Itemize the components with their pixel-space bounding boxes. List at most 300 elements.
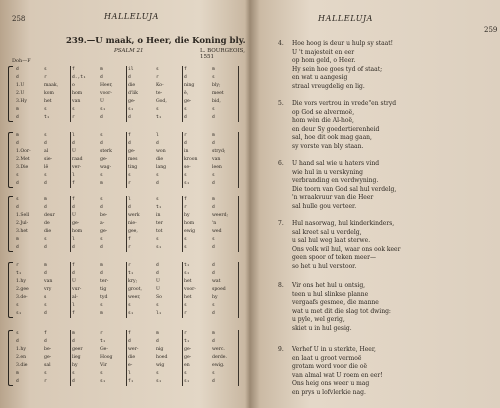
system-brace bbox=[8, 66, 13, 122]
solfa-note: t₁ bbox=[156, 115, 162, 120]
lyric-syllable: van bbox=[44, 279, 53, 284]
lyric-syllable: meet bbox=[212, 91, 224, 96]
solfa-note: d bbox=[156, 181, 159, 186]
stanza-line: Hul nasorwag, hul kinderkinders, bbox=[292, 220, 395, 227]
solfa-row bbox=[14, 330, 240, 338]
solfa-note: d bbox=[44, 141, 47, 146]
lyric-syllable: U bbox=[100, 99, 104, 104]
solfa-note: t₁ bbox=[184, 263, 190, 268]
solfa-note: r bbox=[184, 331, 187, 336]
system-brace bbox=[8, 132, 13, 188]
solfa-note: d bbox=[212, 181, 215, 186]
solfa-note: s bbox=[156, 67, 159, 72]
solfa-note: d bbox=[44, 181, 47, 186]
lyric-syllable: 2.Met bbox=[16, 157, 30, 162]
solfa-note: r bbox=[72, 115, 75, 120]
solfa-note: f bbox=[184, 67, 187, 72]
stanza-line: u sal hul weg laat sterwe. bbox=[292, 237, 371, 245]
solfa-note: l bbox=[72, 173, 75, 178]
solfa-note: m bbox=[16, 107, 19, 112]
lyric-syllable: ge- bbox=[44, 355, 52, 360]
solfa-row bbox=[14, 140, 240, 148]
stanza-number: 6. bbox=[278, 160, 284, 167]
lyric-syllable: 2.gee bbox=[16, 287, 29, 292]
solfa-note: t₁ bbox=[156, 205, 162, 210]
solfa-note: m bbox=[100, 67, 103, 72]
lyric-syllable: kroon bbox=[184, 157, 198, 162]
lyric-syllable: hom bbox=[184, 221, 195, 226]
stanza-line: en deur Sy goedertierenheid bbox=[292, 125, 380, 133]
solfa-note: d bbox=[44, 205, 47, 210]
stanza-line: sal kreet sal u verdelg, bbox=[292, 228, 362, 236]
lyric-syllable: Heer, bbox=[100, 83, 113, 88]
lyric-row bbox=[14, 148, 240, 156]
solfa-note: s bbox=[128, 173, 131, 178]
solfa-note: r bbox=[128, 245, 131, 250]
solfa-note: d bbox=[16, 339, 19, 344]
lyric-syllable: sterk bbox=[100, 149, 112, 154]
lyric-syllable: Hoog bbox=[100, 355, 113, 360]
lyric-syllable: wed bbox=[212, 229, 222, 234]
lyric-row bbox=[14, 156, 240, 164]
lyric-syllable: kom bbox=[44, 91, 54, 96]
lyric-syllable: ge- bbox=[184, 347, 192, 352]
lyric-syllable: d'lik bbox=[128, 91, 138, 96]
stanza-number: 5. bbox=[278, 100, 284, 107]
solfa-note: d bbox=[212, 339, 215, 344]
stanza-line: en prys u lofvlerkie nag. bbox=[292, 388, 366, 396]
solfa-note: d bbox=[212, 115, 215, 120]
solfa-note: f bbox=[72, 263, 75, 268]
solfa-note: s₁ bbox=[128, 107, 134, 112]
solfa-row bbox=[14, 66, 240, 74]
music-system bbox=[14, 262, 240, 318]
lyric-row bbox=[14, 212, 240, 220]
lyric-syllable: het bbox=[44, 99, 52, 104]
solfa-note: d bbox=[184, 141, 187, 146]
solfa-note: s bbox=[212, 173, 215, 178]
solfa-row bbox=[14, 270, 240, 278]
lyric-syllable: vur- bbox=[72, 287, 82, 292]
solfa-note: s bbox=[128, 303, 131, 308]
solfa-note: d bbox=[128, 205, 131, 210]
lyric-row bbox=[14, 362, 240, 370]
solfa-note: s bbox=[212, 237, 215, 242]
lyric-syllable: hy bbox=[72, 363, 78, 368]
lyric-syllable: 2.Jul- bbox=[16, 221, 29, 226]
lyric-syllable: ter bbox=[156, 221, 163, 226]
lyric-syllable: ver- bbox=[72, 165, 82, 170]
solfa-note: s bbox=[156, 173, 159, 178]
solfa-row bbox=[14, 74, 240, 82]
stanza-line: Vir ons het hul u ontsig, bbox=[292, 282, 366, 289]
lyric-syllable: 1.hy bbox=[16, 279, 26, 284]
solfa-note: d bbox=[156, 141, 159, 146]
solfa-note: s bbox=[44, 303, 47, 308]
stanza-line: teen u hul slinkse planne bbox=[292, 290, 369, 298]
lyric-syllable: 3.Die bbox=[16, 165, 29, 170]
lyric-syllable: tot bbox=[156, 229, 163, 234]
stanza-line: sal hulle gou verteer. bbox=[292, 202, 357, 210]
solfa-note: r bbox=[16, 263, 19, 268]
solfa-note: d bbox=[212, 311, 215, 316]
lyric-syllable: hy bbox=[212, 295, 218, 300]
solfa-note: d bbox=[100, 141, 103, 146]
lyric-syllable: lieg bbox=[72, 355, 81, 360]
solfa-note: m bbox=[44, 263, 47, 268]
lyric-syllable: van bbox=[72, 99, 81, 104]
lyric-row bbox=[14, 164, 240, 172]
running-title: HALLELUJA bbox=[318, 14, 374, 23]
solfa-note: t₁ bbox=[16, 271, 22, 276]
lyric-row bbox=[14, 82, 240, 90]
stanza-line: grotam word voor die oë bbox=[292, 363, 368, 371]
solfa-note: il bbox=[128, 67, 134, 72]
lyric-syllable: ning bbox=[184, 83, 195, 88]
lyric-syllable: 2.en bbox=[16, 355, 27, 360]
solfa-note: f₁ bbox=[128, 379, 134, 384]
solfa-note: r bbox=[128, 263, 131, 268]
solfa-row bbox=[14, 378, 240, 386]
solfa-note: d bbox=[16, 141, 19, 146]
stanza-line: sal, hoe dit ook mag gaan, bbox=[292, 134, 372, 142]
solfa-note: r bbox=[128, 181, 131, 186]
lyric-syllable: die bbox=[44, 229, 52, 234]
solfa-note: s bbox=[100, 237, 103, 242]
lyric-syllable: a- bbox=[100, 221, 105, 226]
solfa-note: m bbox=[100, 311, 103, 316]
stanza-line: 'n wraakvuur van die Heer bbox=[292, 194, 374, 202]
lyric-syllable: hoed bbox=[156, 355, 168, 360]
lyric-syllable: Vir bbox=[100, 363, 107, 368]
solfa-note: d bbox=[16, 379, 19, 384]
lyric-row bbox=[14, 228, 240, 236]
solfa-note: d bbox=[212, 379, 215, 384]
lyric-row bbox=[14, 98, 240, 106]
solfa-note: s bbox=[44, 67, 47, 72]
solfa-row bbox=[14, 302, 240, 310]
lyric-syllable: ge- bbox=[100, 229, 108, 234]
solfa-row bbox=[14, 196, 240, 204]
solfa-note: d bbox=[72, 271, 75, 276]
stanza-line: skiet u in hul gesig. bbox=[292, 324, 352, 332]
solfa-note: t₁ bbox=[128, 271, 134, 276]
solfa-note: d bbox=[128, 115, 131, 120]
solfa-row bbox=[14, 180, 240, 188]
lyric-syllable: geer bbox=[72, 347, 83, 352]
composer: L. BOURGEOIS, 1551 bbox=[200, 48, 245, 60]
solfa-note: d bbox=[16, 75, 19, 80]
lyric-syllable: ge- bbox=[184, 99, 192, 104]
solfa-note: d bbox=[212, 205, 215, 210]
lyric-syllable: 'n bbox=[212, 221, 217, 226]
solfa-note: s bbox=[156, 303, 159, 308]
solfa-note: s bbox=[72, 107, 75, 112]
lyric-syllable: Ge- bbox=[100, 347, 108, 352]
solfa-note: m bbox=[16, 371, 19, 376]
stanza-line: Verhef U in u sterkte, Heer, bbox=[292, 346, 376, 353]
solfa-note: f bbox=[72, 197, 75, 202]
solfa-note: s bbox=[100, 133, 103, 138]
lyric-row bbox=[14, 346, 240, 354]
solfa-note: s bbox=[44, 107, 47, 112]
lyric-syllable: de bbox=[44, 221, 50, 226]
solfa-note: d bbox=[16, 205, 19, 210]
lyric-syllable: ter- bbox=[100, 279, 109, 284]
solfa-note: t₁ bbox=[184, 339, 190, 344]
solfa-note: f bbox=[72, 181, 75, 186]
lyric-syllable: 3.het bbox=[16, 229, 28, 234]
left-page bbox=[0, 0, 246, 408]
lyric-syllable: die bbox=[128, 83, 136, 88]
solfa-note: l₁ bbox=[156, 311, 162, 316]
solfa-note: m bbox=[100, 263, 103, 268]
stanza-number: 8. bbox=[278, 282, 284, 289]
lyric-syllable: 1.Oor- bbox=[16, 149, 31, 154]
solfa-note: d bbox=[100, 271, 103, 276]
solfa-note: s bbox=[156, 237, 159, 242]
solfa-note: d bbox=[100, 205, 103, 210]
solfa-note: f bbox=[44, 331, 47, 336]
solfa-note: s bbox=[44, 173, 47, 178]
solfa-note: s bbox=[212, 107, 215, 112]
lyric-syllable: God, bbox=[156, 99, 167, 104]
stanza-line: van almal wat U roem en eer! bbox=[292, 371, 383, 379]
lyric-syllable: ting bbox=[128, 165, 138, 170]
lyric-syllable: 2.U bbox=[16, 91, 25, 96]
solfa-note: s bbox=[16, 303, 19, 308]
solfa-note: s bbox=[100, 173, 103, 178]
solfa-note: s bbox=[100, 197, 103, 202]
solfa-note: l bbox=[72, 237, 75, 242]
solfa-note: d bbox=[100, 245, 103, 250]
lyric-syllable: wat bbox=[212, 279, 221, 284]
solfa-note: d bbox=[212, 263, 215, 268]
stanza-line: Die toorn van God sal hul verdelg, bbox=[292, 185, 397, 193]
solfa-note: m bbox=[212, 133, 215, 138]
stanza bbox=[278, 40, 492, 92]
solfa-note: s bbox=[212, 371, 215, 376]
solfa-note: s₁ bbox=[184, 379, 190, 384]
solfa-note: m bbox=[16, 133, 19, 138]
lyric-syllable: ge- bbox=[100, 157, 108, 162]
solfa-note: s bbox=[16, 197, 19, 202]
solfa-note: s₁ bbox=[184, 271, 190, 276]
lyric-syllable: o bbox=[72, 83, 75, 88]
solfa-note: f bbox=[128, 331, 131, 336]
solfa-note: l bbox=[128, 371, 131, 376]
stanza-line: op hom geld, o Heer. bbox=[292, 57, 356, 65]
lyric-syllable: U bbox=[156, 279, 160, 284]
solfa-note: s bbox=[156, 371, 159, 376]
lyric-syllable: weerd; bbox=[212, 213, 229, 218]
lyric-syllable: ewig. bbox=[212, 363, 225, 368]
lyric-syllable: lê bbox=[44, 165, 49, 170]
solfa-note: d bbox=[212, 245, 215, 250]
lyric-syllable: 1.Sell bbox=[16, 213, 30, 218]
solfa-note: s₁ bbox=[100, 379, 106, 384]
lyric-syllable: be- bbox=[44, 347, 52, 352]
stanza-number: 4. bbox=[278, 40, 284, 47]
lyric-syllable: tyd bbox=[100, 295, 108, 300]
lyric-row bbox=[14, 90, 240, 98]
solfa-note: d bbox=[212, 141, 215, 146]
stanza-line: U hand sal wie u haters vind bbox=[292, 160, 380, 167]
stanza-line: so het u hul verstoor. bbox=[292, 262, 357, 270]
lyric-syllable: bly; bbox=[212, 83, 221, 88]
solfa-note: s bbox=[156, 197, 159, 202]
solfa-note: d bbox=[16, 181, 19, 186]
lyric-syllable: te- bbox=[156, 91, 163, 96]
page-number: 258 bbox=[12, 15, 26, 23]
solfa-note: r bbox=[156, 75, 159, 80]
lyric-syllable: ewig bbox=[184, 229, 196, 234]
stanza-line: U 't majesteit en eer bbox=[292, 48, 355, 56]
solfa-note: d bbox=[16, 245, 19, 250]
lyric-syllable: derde. bbox=[212, 355, 227, 360]
solfa-note: s bbox=[44, 133, 47, 138]
solfa-note: f bbox=[72, 67, 75, 72]
lyric-syllable: bid, bbox=[212, 99, 221, 104]
solfa-note: s bbox=[184, 237, 187, 242]
lyric-syllable: U bbox=[72, 149, 76, 154]
stanza-line: wie hul in u verskyning bbox=[292, 168, 363, 176]
solfa-note: s₁ bbox=[128, 311, 134, 316]
solfa-row bbox=[14, 310, 240, 318]
lyric-syllable: kry; bbox=[128, 279, 138, 284]
lyric-syllable: wag- bbox=[100, 165, 112, 170]
stanza-line: hom wèn die Al-hoë, bbox=[292, 117, 354, 125]
solfa-note: d bbox=[16, 115, 19, 120]
lyric-syllable: U bbox=[72, 279, 76, 284]
stanza-line: Ons volk wil hul, waar ons ook keer bbox=[292, 245, 401, 253]
lyric-syllable: 3.de- bbox=[16, 295, 28, 300]
lyric-syllable: nie- bbox=[128, 221, 137, 226]
lyric-syllable: van bbox=[212, 157, 221, 162]
solfa-note: r bbox=[184, 311, 187, 316]
solfa-row bbox=[14, 236, 240, 244]
stanza bbox=[278, 100, 492, 152]
lyric-syllable: hom bbox=[72, 229, 83, 234]
lyric-syllable: 3.Hy bbox=[16, 99, 27, 104]
lyric-syllable: ge- bbox=[128, 99, 136, 104]
solfa-note: d bbox=[72, 205, 75, 210]
lyric-syllable: gee, bbox=[128, 229, 138, 234]
solfa-note: d bbox=[44, 311, 47, 316]
lyric-syllable: hom bbox=[72, 91, 83, 96]
lyric-syllable: won bbox=[156, 149, 166, 154]
solfa-note: f bbox=[128, 237, 131, 242]
stanza bbox=[278, 220, 492, 272]
music-system bbox=[14, 66, 240, 122]
solfa-note: d bbox=[72, 339, 75, 344]
lyric-syllable: al- bbox=[72, 295, 78, 300]
lyric-syllable: in bbox=[184, 149, 189, 154]
solfa-note: d bbox=[100, 115, 103, 120]
solfa-note: s bbox=[212, 303, 215, 308]
lyric-syllable: werk bbox=[128, 213, 140, 218]
psalm-reference: PSALM 21 bbox=[114, 48, 144, 54]
stanza bbox=[278, 160, 492, 212]
stanza-line: Hoe hoog is deur u hulp sy staat! bbox=[292, 40, 394, 47]
solfa-note: r bbox=[184, 133, 187, 138]
lyric-syllable: ge- bbox=[72, 221, 80, 226]
lyric-syllable: be- bbox=[100, 213, 108, 218]
solfa-row bbox=[14, 262, 240, 270]
solfa-note: d bbox=[44, 245, 47, 250]
solfa-note: s bbox=[212, 75, 215, 80]
lyric-syllable: hy bbox=[184, 213, 190, 218]
system-brace bbox=[8, 330, 13, 386]
stanza-line: Hy sein hoe goes tyd of staat; bbox=[292, 65, 383, 73]
music-system bbox=[14, 196, 240, 252]
stanza-line: geen spoor of teken meer— bbox=[292, 254, 376, 262]
lyric-syllable: stryd; bbox=[212, 149, 226, 154]
solfa-note: d bbox=[44, 339, 47, 344]
lyric-syllable: het bbox=[184, 279, 192, 284]
lyric-syllable: spoed bbox=[212, 287, 226, 292]
lyric-syllable: U bbox=[156, 287, 160, 292]
lyric-row bbox=[14, 220, 240, 228]
solfa-note: d bbox=[156, 339, 159, 344]
lyric-syllable: en bbox=[184, 363, 190, 368]
solfa-note: m bbox=[16, 237, 19, 242]
stanza-line: vergaafs gesmee, die manne bbox=[292, 299, 379, 307]
lyric-syllable: s bbox=[44, 295, 47, 300]
solfa-note: t₁ bbox=[100, 339, 106, 344]
lyric-syllable: werc. bbox=[212, 347, 225, 352]
solfa-note: s₁ bbox=[156, 245, 162, 250]
stanza-number: 7. bbox=[278, 220, 284, 227]
lyric-syllable: raad bbox=[72, 157, 83, 162]
solfa-note: d bbox=[128, 141, 131, 146]
stanza-line: u pyle, wel gerig, bbox=[292, 316, 345, 324]
lyric-syllable: sal bbox=[44, 363, 51, 368]
stanza-line: Die vors vertrou in vrede"en stryd bbox=[292, 100, 397, 107]
lyric-syllable: groot, bbox=[128, 287, 142, 292]
stanza-line: straal vreugdelig en lig. bbox=[292, 82, 365, 90]
solfa-row bbox=[14, 114, 240, 122]
lyric-syllable: het bbox=[184, 295, 192, 300]
lyric-syllable: weer, bbox=[128, 295, 141, 300]
solfa-note: d.,t₁ bbox=[72, 75, 86, 80]
solfa-row bbox=[14, 204, 240, 212]
key-signature: Doh—F bbox=[12, 58, 31, 64]
solfa-note: r bbox=[44, 379, 47, 384]
solfa-note: s₁ bbox=[156, 379, 162, 384]
solfa-note: s bbox=[100, 303, 103, 308]
solfa-note: s₁ bbox=[100, 107, 106, 112]
solfa-note: l bbox=[156, 133, 159, 138]
solfa-note: d bbox=[100, 75, 103, 80]
stanza-line: Ons heig ons weer u mag bbox=[292, 380, 370, 388]
solfa-note: m bbox=[212, 331, 215, 336]
solfa-row bbox=[14, 172, 240, 180]
solfa-row bbox=[14, 370, 240, 378]
solfa-note: d bbox=[128, 75, 131, 80]
solfa-row bbox=[14, 132, 240, 140]
lyric-row bbox=[14, 354, 240, 362]
music-system bbox=[14, 330, 240, 386]
stanza-line: verbranding en verdwyning. bbox=[292, 177, 379, 185]
solfa-note: m bbox=[156, 331, 159, 336]
solfa-note: m bbox=[44, 197, 47, 202]
lyric-syllable: mes bbox=[128, 157, 138, 162]
solfa-note: d bbox=[156, 263, 159, 268]
solfa-note: d bbox=[72, 245, 75, 250]
lyric-syllable: die bbox=[156, 157, 164, 162]
lyric-syllable: deur bbox=[44, 213, 55, 218]
